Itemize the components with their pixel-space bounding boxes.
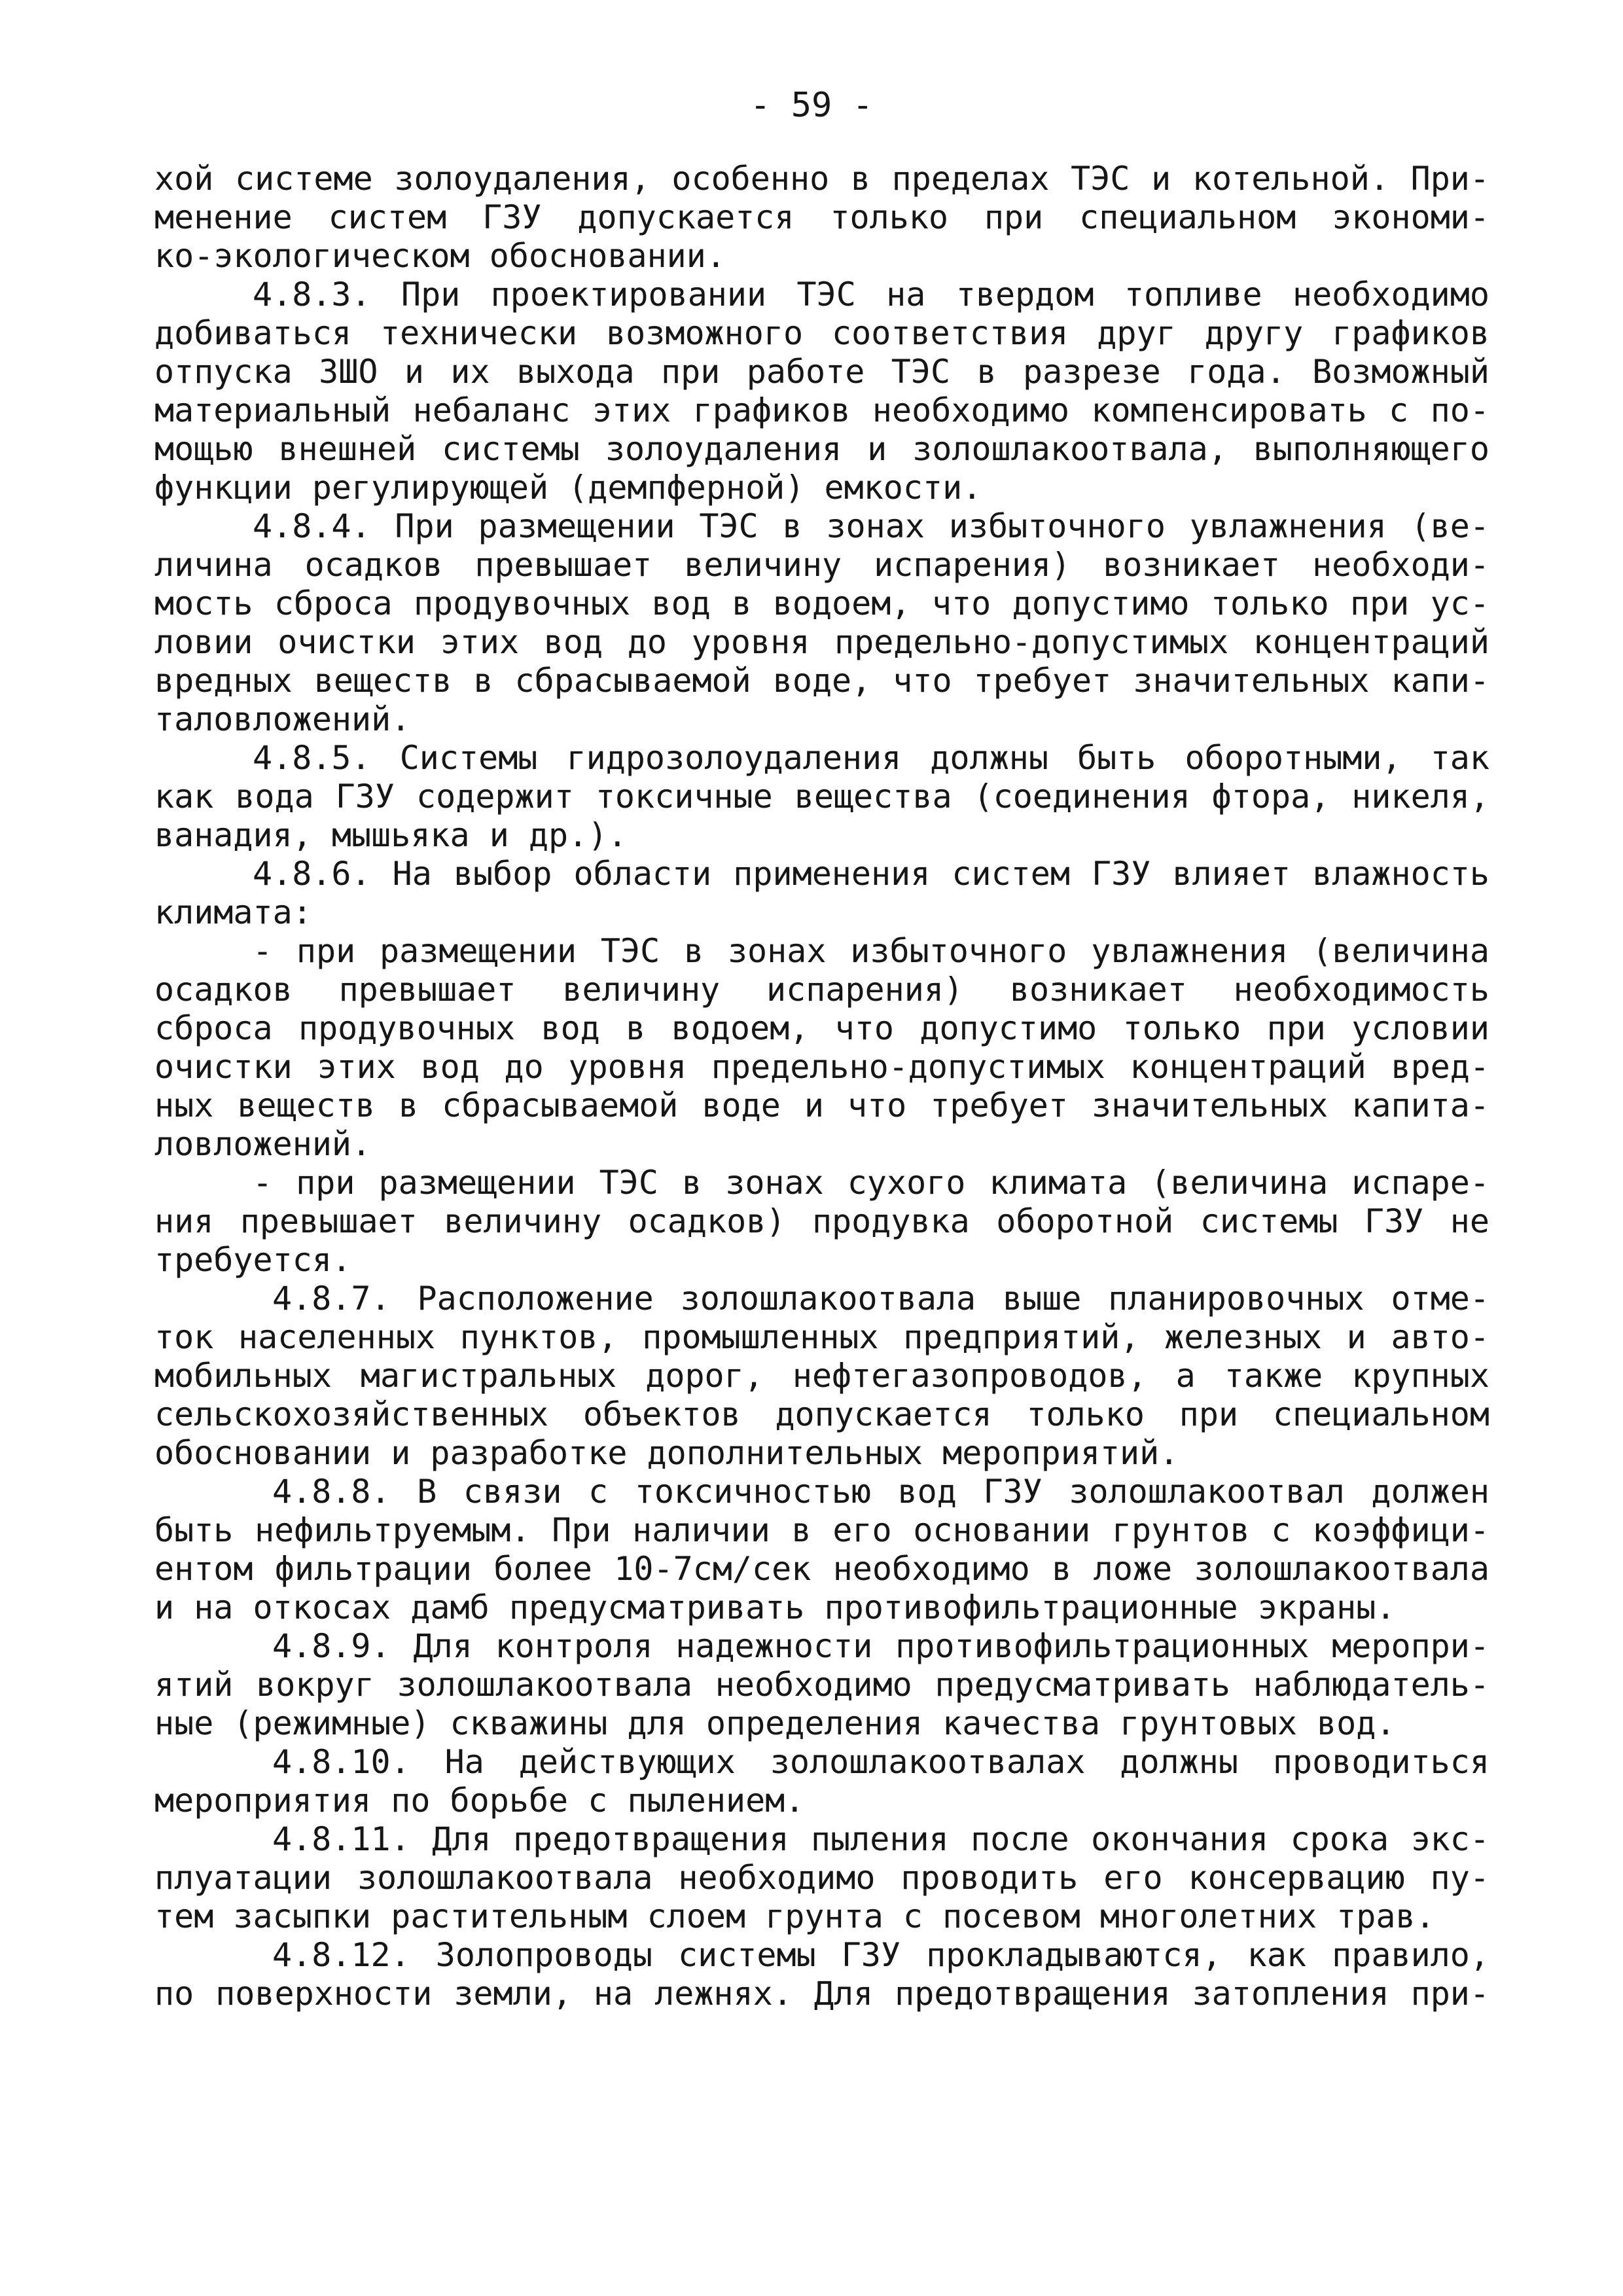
list-item-dash: - при размещении ТЭС в зонах сухого климата (величина испаре- [253,1164,1489,1202]
text-line: хой системе золоудаления, особенно в пределах ТЭС и котельной. При- [154,160,1489,198]
text-line: и на откосах дамб предусматривать противофильтрационные экраны. [154,1588,1396,1626]
text-line: требуется. [154,1241,352,1279]
paragraph-4-8-8: 4.8.8. В связи с токсичностью вод ГЗУ золошлакоотвал должен [272,1473,1489,1511]
text-line: ловии очистки этих вод до уровня предельно-допустимых концентраций [154,623,1489,661]
text-line: плуатации золошлакоотвала необходимо проводить его консервацию пу- [154,1859,1489,1897]
text-line: вредных веществ в сбрасываемой воде, что требует значительных капи- [154,662,1489,700]
text-line: сельскохозяйственных объектов допускается только при специальном [154,1395,1489,1433]
text-line: ко-экологическом обосновании. [154,237,726,275]
page-number: - 59 - [750,86,873,125]
text-line: климата: [154,893,312,931]
text-line: мость сброса продувочных вод в водоем, что допустимо только при ус- [154,584,1489,622]
text-line: материальный небаланс этих графиков необходимо компенсировать с по- [154,391,1489,429]
paragraph-4-8-4: 4.8.4. При размещении ТЭС в зонах избыточного увлажнения (ве- [253,507,1489,545]
text-line: тем засыпки растительным слоем грунта с посевом многолетних трав. [154,1897,1435,1935]
text-line: осадков превышает величину испарения) возникает необходимость [154,971,1489,1009]
paragraph-4-8-6: 4.8.6. На выбор области применения систем ГЗУ влияет влажность [253,855,1489,893]
text-line: ных веществ в сбрасываемой воде и что требует значительных капита- [154,1086,1489,1124]
paragraph-4-8-9: 4.8.9. Для контроля надежности противофильтрационных меропри- [272,1627,1489,1665]
paragraph-4-8-12: 4.8.12. Золопроводы системы ГЗУ прокладываются, как правило, [272,1936,1489,1974]
paragraph-4-8-7: 4.8.7. Расположение золошлакоотвала выше планировочных отме- [272,1280,1489,1318]
text-line: очистки этих вод до уровня предельно-допустимых концентраций вред- [154,1048,1489,1086]
text-line: сброса продувочных вод в водоем, что допустимо только при условии [154,1009,1489,1047]
text-line: отпуска ЗШО и их выхода при работе ТЭС в разрезе года. Возможный [154,353,1489,391]
paragraph-4-8-10: 4.8.10. На действующих золошлакоотвалах должны проводиться [272,1743,1489,1781]
text-line: функции регулирующей (демпферной) емкости. [154,469,982,507]
text-line: менение систем ГЗУ допускается только при специальном экономи- [154,198,1489,236]
paragraph-4-8-3: 4.8.3. При проектировании ТЭС на твердом топливе необходимо [253,276,1489,314]
text-line: мощью внешней системы золоудаления и золошлакоотвала, выполняющего [154,430,1489,468]
text-line: таловложений. [154,700,411,738]
text-line: ные (режимные) скважины для определения качества грунтовых вод. [154,1704,1396,1742]
text-line: ния превышает величину осадков) продувка оборотной системы ГЗУ не [154,1202,1489,1240]
text-line: по поверхности земли, на лежнях. Для предотвращения затопления при- [154,1975,1489,2013]
text-line: ловложений. [154,1125,372,1163]
text-line: ентом фильтрации более 10-7см/сек необходимо в ложе золошлакоотвала [154,1550,1489,1588]
text-line: личина осадков превышает величину испарения) возникает необходи- [154,546,1489,584]
text-line: ятий вокруг золошлакоотвала необходимо предусматривать наблюдатель- [154,1666,1489,1704]
text-line: быть нефильтруемым. При наличии в его основании грунтов с коэффици- [154,1511,1489,1549]
paragraph-4-8-5: 4.8.5. Системы гидрозолоудаления должны быть оборотными, так [253,739,1489,777]
body-text [154,160,1489,2013]
text-line: обосновании и разработке дополнительных мероприятий. [154,1434,1179,1472]
text-line: ванадия, мышьяка и др.). [154,816,628,854]
text-line: ток населенных пунктов, промышленных предприятий, железных и авто- [154,1318,1489,1356]
text-line: добиваться технически возможного соответствия друг другу графиков [154,314,1489,352]
text-line: мобильных магистральных дорог, нефтегазопроводов, а также крупных [154,1357,1489,1395]
text-line: мероприятия по борьбе с пылением. [154,1782,805,1820]
paragraph-4-8-11: 4.8.11. Для предотвращения пыления после окончания срока экс- [272,1820,1489,1858]
list-item-dash: - при размещении ТЭС в зонах избыточного увлажнения (величина [253,932,1489,970]
text-line: как вода ГЗУ содержит токсичные вещества (соединения фтора, никеля, [154,778,1489,816]
